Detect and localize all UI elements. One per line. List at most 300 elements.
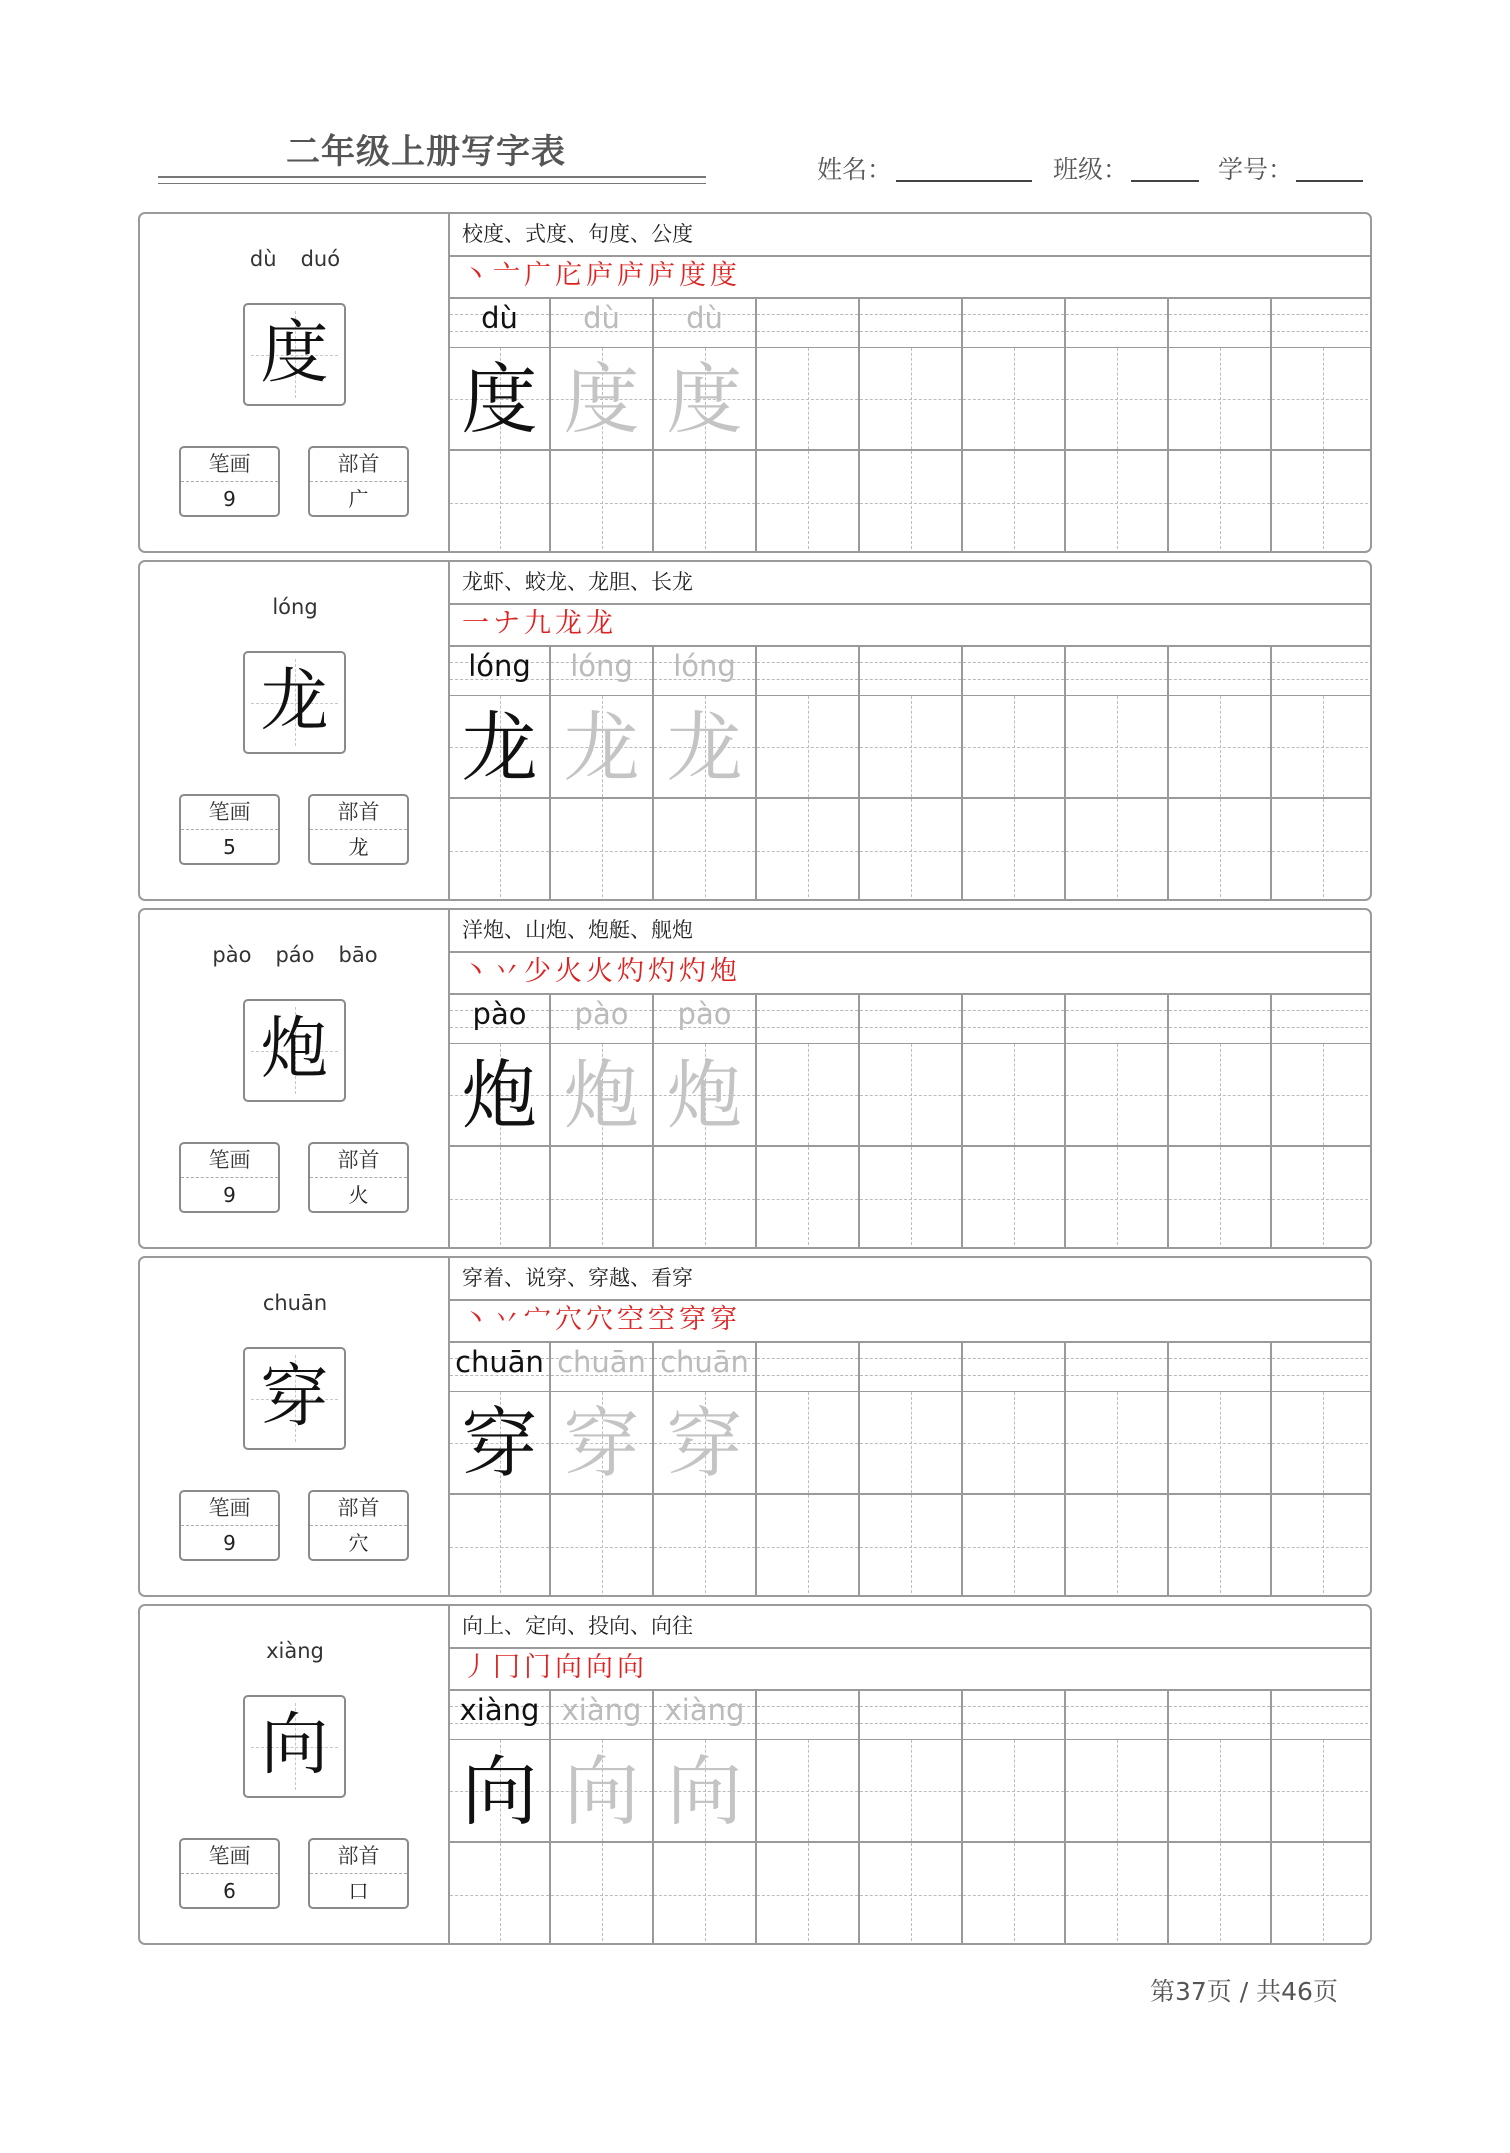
pinyin-practice-cell[interactable] [1272,297,1372,348]
stroke-step: 庐 [586,260,613,291]
character-practice-cell[interactable] [963,1392,1066,1495]
stroke-step: 空 [617,1304,644,1335]
character-practice-cell[interactable] [757,1392,860,1495]
radical-label: 部首 [310,448,407,482]
stroke-step: 空 [648,1304,675,1335]
stroke-count-box [179,794,280,865]
radical-box [308,1490,409,1561]
stroke-step: 宀 [524,1304,551,1335]
character-practice-cell[interactable] [1066,1392,1169,1495]
stroke-step: 亠 [493,260,520,291]
empty-practice-cell[interactable] [654,1843,757,1945]
stroke-step: 穿 [710,1304,737,1335]
practice-character: 龙 [563,703,640,792]
practice-pinyin: dù [583,301,620,335]
stroke-step: ナ [493,608,520,639]
pinyin-reading: bāo [338,943,378,967]
radical-label: 部首 [310,796,407,830]
empty-practice-cell[interactable] [654,1147,757,1249]
character-practice-cell[interactable] [1169,1392,1272,1495]
practice-pinyin: pào [472,997,527,1031]
example-words: 洋炮、山炮、炮艇、舰炮 [450,910,1370,953]
practice-pinyin: chuān [455,1345,544,1379]
empty-practice-cell[interactable] [450,451,551,553]
character-glyph: 炮 [260,1010,329,1089]
character-practice-cell[interactable] [551,348,654,451]
pinyin-practice-cell[interactable] [757,1689,860,1740]
empty-practice-cell[interactable] [1169,1843,1272,1945]
empty-practice-cell[interactable] [551,1147,654,1249]
character-practice-cell[interactable] [757,696,860,799]
character-practice-cell[interactable] [450,1392,551,1495]
empty-practice-cell[interactable] [1272,451,1372,553]
example-words: 校度、式度、句度、公度 [450,214,1370,257]
practice-pinyin: xiàng [561,1693,642,1727]
radical-value: 口 [348,1879,369,1903]
empty-practice-cell[interactable] [963,451,1066,553]
character-practice-cell[interactable] [1272,1740,1372,1843]
stroke-step: 炮 [710,956,737,987]
empty-practice-cell[interactable] [1066,451,1169,553]
radical-label: 部首 [310,1492,407,1526]
stroke-order-sequence [462,255,741,297]
stroke-order-sequence [462,603,617,645]
pinyin-list [140,595,450,619]
pinyin-practice-cell[interactable] [654,1689,757,1740]
stroke-step: 向 [617,1652,644,1683]
empty-practice-cell[interactable] [963,1843,1066,1945]
empty-practice-cell[interactable] [1272,1147,1372,1249]
stroke-step: 一 [462,608,489,639]
stroke-order-sequence [462,1647,648,1689]
character-practice-cell[interactable] [654,1740,757,1843]
character-practice-cell[interactable] [551,1392,654,1495]
character-practice-cell[interactable] [757,348,860,451]
character-practice-cell[interactable] [860,1044,963,1147]
practice-pinyin: lóng [570,649,633,683]
radical-label: 部首 [310,1840,407,1874]
stroke-step: 穿 [679,1304,706,1335]
character-practice-cell[interactable] [1272,348,1372,451]
radical-box [308,1142,409,1213]
pinyin-practice-cell[interactable] [551,993,654,1044]
pinyin-reading: duó [300,247,341,271]
practice-pinyin: chuān [557,1345,646,1379]
stroke-order-sequence [462,1299,741,1341]
practice-pinyin: xiàng [459,1693,540,1727]
stroke-count-value: 9 [223,487,236,511]
pinyin-practice-cell[interactable] [654,993,757,1044]
title-underline [158,176,706,178]
empty-practice-cell[interactable] [757,1495,860,1597]
practice-panel [450,910,1370,1247]
empty-practice-cell[interactable] [757,1843,860,1945]
practice-character: 向 [461,1747,538,1836]
pinyin-practice-cell[interactable] [1169,1689,1272,1740]
character-info-panel [140,1606,450,1943]
stroke-count-value: 9 [223,1183,236,1207]
pinyin-practice-cell[interactable] [1066,993,1169,1044]
stroke-step: 度 [679,260,706,291]
character-practice-cell[interactable] [450,1044,551,1147]
practice-panel [450,1606,1370,1943]
character-display [243,651,346,754]
pinyin-practice-cell[interactable] [757,993,860,1044]
character-practice-cell[interactable] [1169,348,1272,451]
pinyin-list [140,247,450,271]
stroke-order-row [450,1647,1370,1691]
character-practice-cell[interactable] [1066,1044,1169,1147]
practice-character: 穿 [461,1399,538,1488]
pinyin-list [140,1291,450,1315]
practice-character: 穿 [563,1399,640,1488]
character-practice-cell[interactable] [551,1740,654,1843]
empty-practice-cell[interactable] [963,1147,1066,1249]
character-display [243,1695,346,1798]
stroke-count-label: 笔画 [181,1144,278,1178]
character-practice-cell[interactable] [963,696,1066,799]
page-number: 第37页 / 共46页 [1150,1977,1338,2006]
writing-grid [450,1341,1372,1597]
pinyin-reading: chuān [262,1291,328,1315]
pinyin-practice-cell[interactable] [654,1341,757,1392]
student-no-field[interactable] [1296,180,1363,182]
practice-pinyin: lóng [673,649,736,683]
pinyin-practice-cell[interactable] [963,1341,1066,1392]
stroke-step: 丶 [462,260,489,291]
empty-practice-cell[interactable] [1066,1147,1169,1249]
empty-practice-cell[interactable] [1066,1495,1169,1597]
pinyin-practice-cell[interactable] [1066,645,1169,696]
pinyin-practice-cell[interactable] [860,1341,963,1392]
character-display [243,999,346,1102]
character-practice-cell[interactable] [450,1740,551,1843]
practice-character: 穿 [666,1399,743,1488]
character-practice-cell[interactable] [654,696,757,799]
pinyin-practice-cell[interactable] [1272,645,1372,696]
character-card [138,560,1372,901]
empty-practice-cell[interactable] [1169,1147,1272,1249]
pinyin-practice-cell[interactable] [963,1689,1066,1740]
empty-practice-cell[interactable] [1066,799,1169,901]
class-label: 班级： [1053,155,1129,184]
stroke-step: 龙 [555,608,582,639]
example-words: 向上、定向、投向、向往 [450,1606,1370,1649]
practice-character: 向 [666,1747,743,1836]
empty-practice-cell[interactable] [963,1495,1066,1597]
pinyin-reading: lóng [272,595,318,619]
empty-practice-cell[interactable] [757,799,860,901]
pinyin-practice-cell[interactable] [1169,297,1272,348]
character-practice-cell[interactable] [654,1392,757,1495]
pinyin-reading: xiàng [266,1639,324,1663]
pinyin-practice-cell[interactable] [551,1341,654,1392]
practice-pinyin: dù [686,301,723,335]
stroke-step: 龙 [586,608,613,639]
character-practice-cell[interactable] [963,1740,1066,1843]
stroke-step: 冂 [493,1652,520,1683]
empty-practice-cell[interactable] [963,799,1066,901]
pinyin-practice-cell[interactable] [450,993,551,1044]
practice-pinyin: xiàng [664,1693,745,1727]
name-field[interactable] [896,180,1032,182]
pinyin-practice-cell[interactable] [860,297,963,348]
stroke-step: 向 [586,1652,613,1683]
character-practice-cell[interactable] [860,1392,963,1495]
practice-character: 度 [666,355,743,444]
character-glyph: 穿 [260,1358,329,1437]
practice-character: 向 [563,1747,640,1836]
character-info-panel [140,562,450,899]
pinyin-practice-cell[interactable] [860,993,963,1044]
practice-character: 炮 [563,1051,640,1140]
character-practice-cell[interactable] [450,348,551,451]
character-practice-cell[interactable] [1169,696,1272,799]
stroke-step: 灼 [648,956,675,987]
stroke-step: 庀 [555,260,582,291]
stroke-step: 灼 [679,956,706,987]
character-card [138,212,1372,553]
pinyin-reading: páo [275,943,315,967]
practice-character: 炮 [461,1051,538,1140]
character-practice-cell[interactable] [860,696,963,799]
practice-pinyin: dù [481,301,518,335]
stroke-step: 度 [710,260,737,291]
character-display [243,1347,346,1450]
class-field[interactable] [1131,180,1199,182]
practice-pinyin: lóng [468,649,531,683]
empty-practice-cell[interactable] [450,1147,551,1249]
pinyin-practice-cell[interactable] [654,645,757,696]
page-title: 二年级上册写字表 [286,132,566,172]
empty-practice-cell[interactable] [1169,451,1272,553]
empty-practice-cell[interactable] [654,451,757,553]
stroke-count-box [179,446,280,517]
pinyin-practice-cell[interactable] [1169,645,1272,696]
stroke-order-row [450,951,1370,995]
character-practice-cell[interactable] [1272,696,1372,799]
practice-character: 炮 [666,1051,743,1140]
empty-practice-cell[interactable] [860,799,963,901]
character-info-panel [140,1258,450,1595]
character-glyph: 向 [260,1706,329,1785]
character-practice-cell[interactable] [551,696,654,799]
empty-practice-cell[interactable] [1169,1495,1272,1597]
character-practice-cell[interactable] [551,1044,654,1147]
pinyin-practice-cell[interactable] [963,645,1066,696]
pinyin-practice-cell[interactable] [757,645,860,696]
character-practice-cell[interactable] [1066,348,1169,451]
stroke-step: 火 [586,956,613,987]
character-practice-cell[interactable] [1066,1740,1169,1843]
pinyin-practice-cell[interactable] [1169,1341,1272,1392]
character-practice-cell[interactable] [757,1740,860,1843]
stroke-step: 少 [524,956,551,987]
empty-practice-cell[interactable] [450,799,551,901]
pinyin-practice-cell[interactable] [757,1341,860,1392]
pinyin-practice-cell[interactable] [450,645,551,696]
pinyin-practice-cell[interactable] [1066,1341,1169,1392]
radical-box [308,446,409,517]
character-practice-cell[interactable] [860,348,963,451]
stroke-count-label: 笔画 [181,796,278,830]
stroke-count-label: 笔画 [181,1492,278,1526]
stroke-step: 丿 [462,1652,489,1683]
stroke-count-value: 5 [223,835,236,859]
empty-practice-cell[interactable] [551,1495,654,1597]
empty-practice-cell[interactable] [757,451,860,553]
pinyin-practice-cell[interactable] [1169,993,1272,1044]
pinyin-list [140,943,450,967]
pinyin-practice-cell[interactable] [1272,993,1372,1044]
stroke-step: 丶 [462,1304,489,1335]
practice-character: 龙 [461,703,538,792]
practice-character: 龙 [666,703,743,792]
character-practice-cell[interactable] [757,1044,860,1147]
radical-value: 火 [348,1183,369,1207]
pinyin-practice-cell[interactable] [860,645,963,696]
empty-practice-cell[interactable] [757,1147,860,1249]
empty-practice-cell[interactable] [450,1495,551,1597]
empty-practice-cell[interactable] [860,451,963,553]
empty-practice-cell[interactable] [860,1495,963,1597]
empty-practice-cell[interactable] [551,1843,654,1945]
stroke-count-value: 6 [223,1879,236,1903]
empty-practice-cell[interactable] [450,1843,551,1945]
pinyin-practice-cell[interactable] [1066,1689,1169,1740]
character-practice-cell[interactable] [860,1740,963,1843]
character-glyph: 龙 [260,662,329,741]
stroke-step: 庐 [617,260,644,291]
pinyin-practice-cell[interactable] [654,297,757,348]
writing-grid [450,297,1372,553]
pinyin-reading: dù [249,247,277,271]
character-glyph: 度 [260,314,329,393]
stroke-count-label: 笔画 [181,1840,278,1874]
character-practice-cell[interactable] [1272,1392,1372,1495]
character-practice-cell[interactable] [963,1044,1066,1147]
stroke-order-row [450,603,1370,647]
pinyin-practice-cell[interactable] [1272,1689,1372,1740]
character-card [138,908,1372,1249]
practice-pinyin: pào [574,997,629,1031]
character-practice-cell[interactable] [963,348,1066,451]
character-card [138,1256,1372,1597]
pinyin-practice-cell[interactable] [551,297,654,348]
example-words: 龙虾、蛟龙、龙胆、长龙 [450,562,1370,605]
empty-practice-cell[interactable] [860,1843,963,1945]
character-display [243,303,346,406]
stroke-count-label: 笔画 [181,448,278,482]
pinyin-practice-cell[interactable] [757,297,860,348]
empty-practice-cell[interactable] [654,1495,757,1597]
pinyin-list [140,1639,450,1663]
writing-grid [450,645,1372,901]
empty-practice-cell[interactable] [551,799,654,901]
stroke-step: 庐 [648,260,675,291]
stroke-count-value: 9 [223,1531,236,1555]
pinyin-practice-cell[interactable] [450,1341,551,1392]
practice-pinyin: chuān [660,1345,749,1379]
practice-pinyin: pào [677,997,732,1031]
character-info-panel [140,910,450,1247]
radical-box [308,1838,409,1909]
pinyin-practice-cell[interactable] [551,1689,654,1740]
stroke-order-sequence [462,951,741,993]
empty-practice-cell[interactable] [551,451,654,553]
character-practice-cell[interactable] [1169,1740,1272,1843]
empty-practice-cell[interactable] [1272,799,1372,901]
stroke-step: 穴 [586,1304,613,1335]
empty-practice-cell[interactable] [654,799,757,901]
pinyin-practice-cell[interactable] [963,993,1066,1044]
empty-practice-cell[interactable] [1272,1495,1372,1597]
radical-value: 广 [348,487,369,511]
stroke-order-row [450,255,1370,299]
practice-panel [450,214,1370,551]
stroke-step: 丷 [493,956,520,987]
name-label: 姓名： [817,155,893,184]
pinyin-practice-cell[interactable] [450,1689,551,1740]
empty-practice-cell[interactable] [860,1147,963,1249]
character-practice-cell[interactable] [450,696,551,799]
character-practice-cell[interactable] [1066,696,1169,799]
pinyin-practice-cell[interactable] [551,645,654,696]
pinyin-reading: pào [212,943,252,967]
stroke-count-box [179,1142,280,1213]
practice-character: 度 [563,355,640,444]
empty-practice-cell[interactable] [1272,1843,1372,1945]
stroke-step: 向 [555,1652,582,1683]
character-practice-cell[interactable] [1272,1044,1372,1147]
pinyin-practice-cell[interactable] [860,1689,963,1740]
practice-panel [450,1258,1370,1595]
stroke-step: 门 [524,1652,551,1683]
empty-practice-cell[interactable] [1169,799,1272,901]
stroke-step: 火 [555,956,582,987]
pinyin-practice-cell[interactable] [450,297,551,348]
stroke-step: 灼 [617,956,644,987]
writing-grid [450,1689,1372,1945]
stroke-count-box [179,1838,280,1909]
empty-practice-cell[interactable] [1066,1843,1169,1945]
student-no-label: 学号： [1218,155,1294,184]
stroke-step: 丶 [462,956,489,987]
stroke-step: 穴 [555,1304,582,1335]
stroke-order-row [450,1299,1370,1343]
pinyin-practice-cell[interactable] [1066,297,1169,348]
title-underline-thin [158,183,706,184]
pinyin-practice-cell[interactable] [1272,1341,1372,1392]
stroke-step: 广 [524,260,551,291]
character-card [138,1604,1372,1945]
stroke-count-box [179,1490,280,1561]
stroke-step: 九 [524,608,551,639]
practice-panel [450,562,1370,899]
character-practice-cell[interactable] [1169,1044,1272,1147]
pinyin-practice-cell[interactable] [963,297,1066,348]
stroke-step: 丷 [493,1304,520,1335]
radical-label: 部首 [310,1144,407,1178]
character-practice-cell[interactable] [654,348,757,451]
writing-grid [450,993,1372,1249]
example-words: 穿着、说穿、穿越、看穿 [450,1258,1370,1301]
character-practice-cell[interactable] [654,1044,757,1147]
practice-character: 度 [461,355,538,444]
radical-value: 穴 [348,1531,369,1555]
character-info-panel [140,214,450,551]
radical-box [308,794,409,865]
